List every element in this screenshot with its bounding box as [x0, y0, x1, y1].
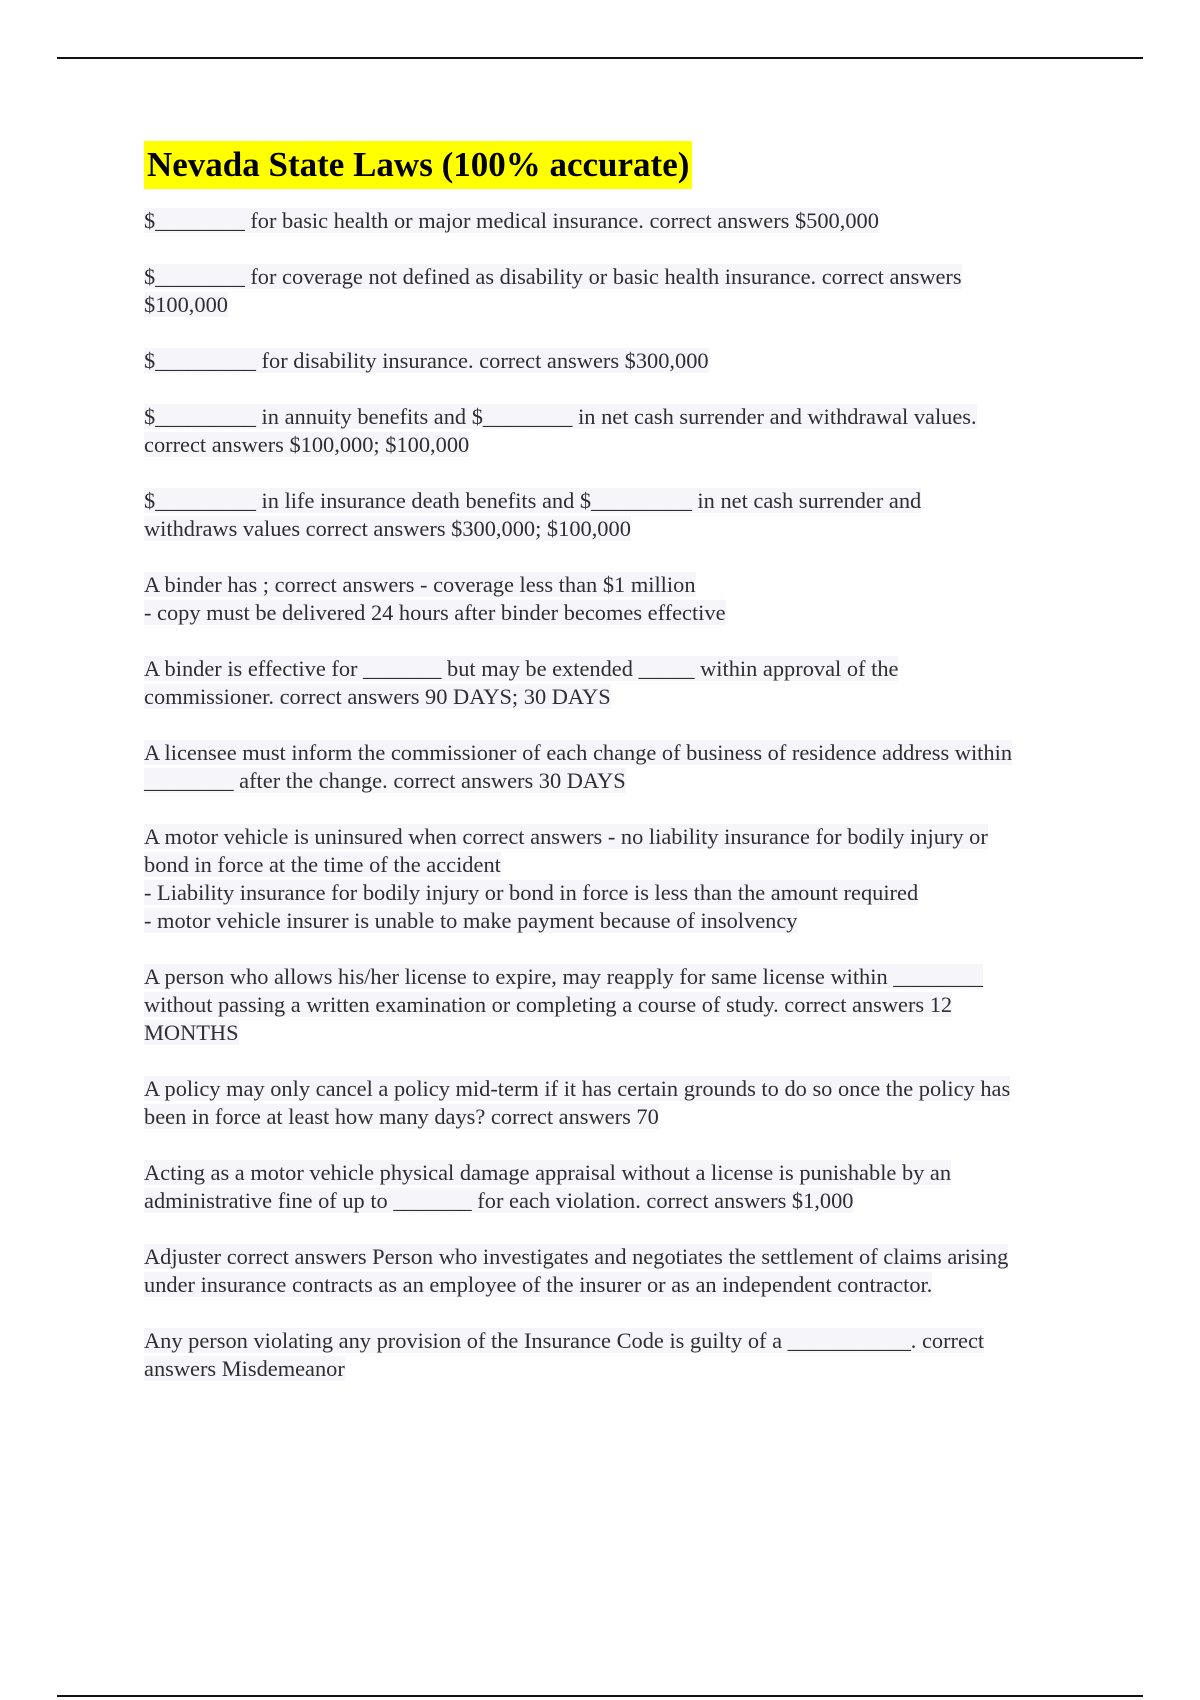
entry-line [144, 347, 1084, 375]
entry-text: A policy may only cancel a policy mid-term if it has certain grounds to do so once the policy has [144, 1076, 1011, 1101]
qa-entry [144, 263, 1084, 319]
qa-entry [144, 1243, 1084, 1299]
entry-text: been in force at least how many days? correct answers 70 [144, 1104, 659, 1129]
entry-text: Acting as a motor vehicle physical damage appraisal without a license is punishable by an [144, 1160, 952, 1185]
qa-entry [144, 1159, 1084, 1215]
qa-entry [144, 403, 1084, 459]
entry-text: A person who allows his/her license to expire, may reapply for same license within ________ [144, 964, 983, 989]
top-rule [57, 57, 1143, 59]
entry-text: - motor vehicle insurer is unable to make payment because of insolvency [144, 908, 798, 933]
entry-line [144, 991, 1084, 1019]
entry-line [144, 683, 1084, 711]
qa-entry [144, 487, 1084, 543]
entry-text: withdraws values correct answers $300,000; $100,000 [144, 516, 631, 541]
entry-line [144, 1019, 1084, 1047]
entry-text: Adjuster correct answers Person who investigates and negotiates the settlement of claims arising [144, 1244, 1009, 1269]
qa-entry [144, 963, 1084, 1047]
entry-text: A motor vehicle is uninsured when correct answers - no liability insurance for bodily injury or [144, 824, 988, 849]
entry-text: A binder is effective for _______ but may be extended _____ within approval of the [144, 656, 899, 681]
entry-text: ________ after the change. correct answers 30 DAYS [144, 768, 626, 793]
entry-line [144, 851, 1084, 879]
entry-text: administrative fine of up to _______ for each violation. correct answers $1,000 [144, 1188, 854, 1213]
entry-line [144, 655, 1084, 683]
entry-text: $________ for basic health or major medical insurance. correct answers $500,000 [144, 208, 879, 233]
document-body [144, 141, 1084, 1411]
entry-line [144, 263, 1084, 291]
entry-line [144, 823, 1084, 851]
entry-text: - copy must be delivered 24 hours after binder becomes effective [144, 600, 726, 625]
entry-line [144, 431, 1084, 459]
entry-line [144, 879, 1084, 907]
entry-line [144, 207, 1084, 235]
entry-text: commissioner. correct answers 90 DAYS; 30 DAYS [144, 684, 611, 709]
entry-text: $100,000 [144, 292, 228, 317]
entry-line [144, 291, 1084, 319]
page-title: Nevada State Laws (100% accurate) [144, 141, 692, 189]
entry-text: $_________ in annuity benefits and $________ in net cash surrender and withdrawal values. [144, 404, 977, 429]
entry-text: - Liability insurance for bodily injury or bond in force is less than the amount required [144, 880, 919, 905]
entry-line [144, 1271, 1084, 1299]
entry-line [144, 403, 1084, 431]
entry-text: $_________ for disability insurance. correct answers $300,000 [144, 348, 709, 373]
entry-line [144, 487, 1084, 515]
entry-text: MONTHS [144, 1020, 239, 1045]
entry-text: Any person violating any provision of the Insurance Code is guilty of a ___________. correct [144, 1328, 985, 1353]
qa-entry [144, 207, 1084, 235]
entry-line [144, 1159, 1084, 1187]
qa-entry [144, 655, 1084, 711]
entry-text: A binder has ; correct answers - coverage less than $1 million [144, 572, 696, 597]
qa-entry [144, 347, 1084, 375]
entry-line [144, 1355, 1084, 1383]
entry-line [144, 1103, 1084, 1131]
entry-line [144, 963, 1084, 991]
bottom-rule [57, 1695, 1143, 1697]
entry-text: correct answers $100,000; $100,000 [144, 432, 470, 457]
entry-text: bond in force at the time of the accident [144, 852, 501, 877]
entry-text: without passing a written examination or completing a course of study. correct answers 12 [144, 992, 953, 1017]
qa-entry [144, 571, 1084, 627]
entry-text: $________ for coverage not defined as disability or basic health insurance. correct answers [144, 264, 962, 289]
entry-line [144, 1327, 1084, 1355]
entry-text: A licensee must inform the commissioner of each change of business of residence address within [144, 740, 1013, 765]
entry-text: answers Misdemeanor [144, 1356, 345, 1381]
entry-text: under insurance contracts as an employee of the insurer or as an independent contractor. [144, 1272, 933, 1297]
qa-entry [144, 739, 1084, 795]
entry-line [144, 1243, 1084, 1271]
entry-line [144, 907, 1084, 935]
entry-list [144, 207, 1084, 1383]
qa-entry [144, 823, 1084, 935]
qa-entry [144, 1327, 1084, 1383]
entry-line [144, 739, 1084, 767]
entry-line [144, 767, 1084, 795]
entry-line [144, 1075, 1084, 1103]
entry-line [144, 599, 1084, 627]
entry-line [144, 515, 1084, 543]
entry-text: $_________ in life insurance death benefits and $_________ in net cash surrender and [144, 488, 922, 513]
entry-line [144, 1187, 1084, 1215]
qa-entry [144, 1075, 1084, 1131]
entry-line [144, 571, 1084, 599]
